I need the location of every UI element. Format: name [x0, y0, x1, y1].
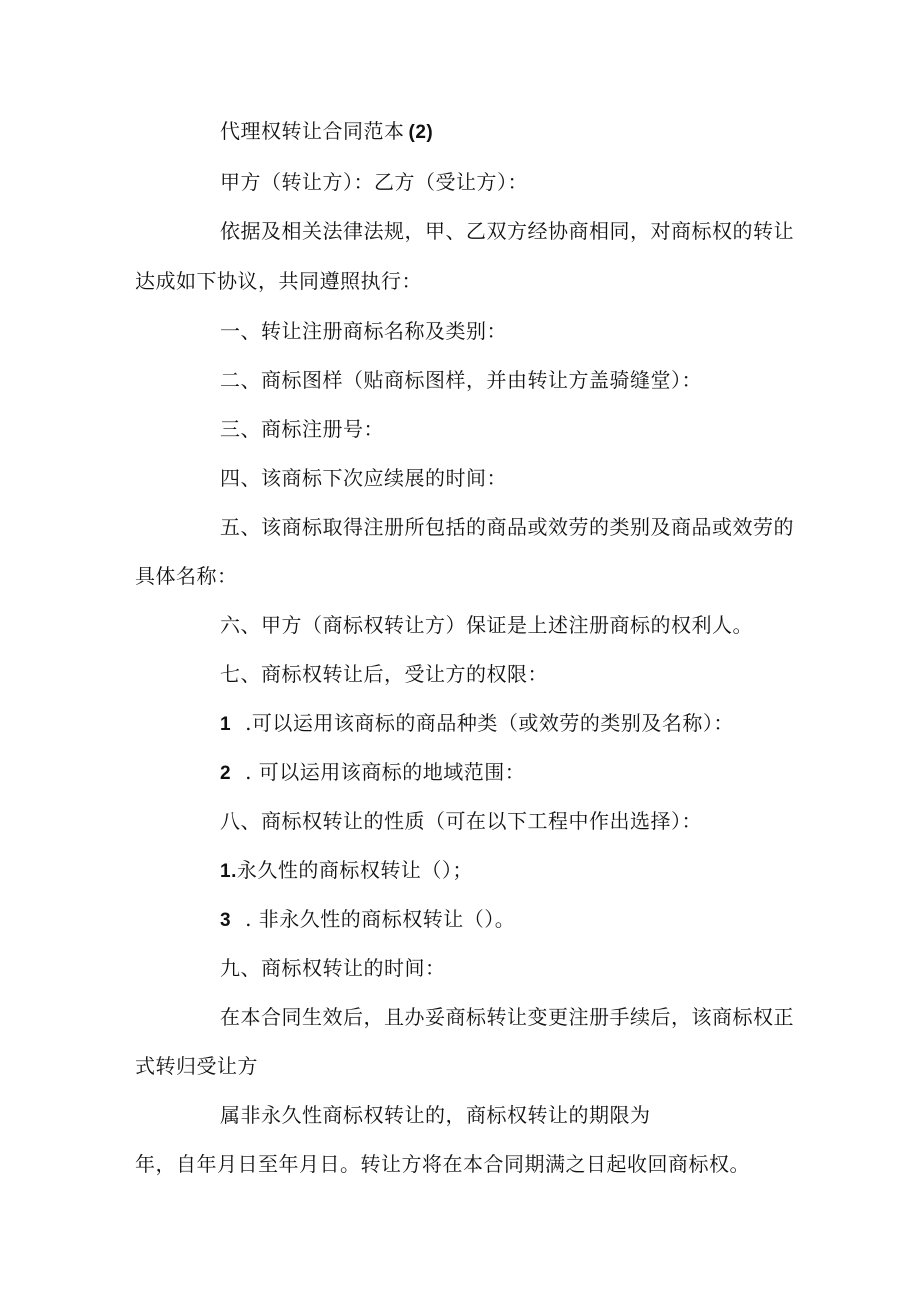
- clause-5-line-1: 五、该商标取得注册所包括的商品或效劳的类别及商品或效劳的: [220, 515, 794, 539]
- clause-9-para-1-line-2: 式转归受让方: [135, 1054, 258, 1078]
- preamble-line-2: 达成如下协议，共同遵照执行：: [135, 269, 422, 293]
- item-text: .可以运用该商标的商品种类（或效劳的类别及名称）：: [245, 711, 734, 735]
- document-title: [220, 119, 433, 145]
- clause-9-para-1-line-1: 在本合同生效后，且办妥商标转让变更注册手续后，该商标权正: [220, 1005, 794, 1029]
- item-text: . 可以运用该商标的地域范围：: [245, 760, 526, 784]
- clause-8-item-3: [220, 907, 515, 933]
- clause-6: 六、甲方（商标权转让方）保证是上述注册商标的权利人。: [220, 613, 753, 637]
- clause-9: 九、商标权转让的时间：: [220, 956, 446, 980]
- clause-3: 三、商标注册号：: [220, 417, 384, 441]
- item-text: . 非永久性的商标权转让（）。: [245, 907, 516, 931]
- title-text: 代理权转让合同范本: [220, 119, 405, 143]
- clause-2: 二、商标图样（贴商标图样，并由转让方盖骑缝堂）：: [220, 368, 702, 392]
- item-number: 2: [220, 763, 232, 784]
- parties-line: 甲方（转让方）：乙方（受让方）：: [220, 170, 528, 194]
- title-suffix: (2): [408, 122, 434, 143]
- item-text: 永久性的商标权转让（）；: [236, 858, 473, 882]
- clause-7-item-2: [220, 760, 525, 786]
- item-number: 1.: [220, 861, 237, 882]
- clause-9-para-2-line-1: 属非永久性商标权转让的，商标权转让的期限为: [220, 1103, 651, 1127]
- clause-7: 七、商标权转让后，受让方的权限：: [220, 662, 548, 686]
- clause-9-para-2-line-2: 年，自年月日至年月日。转让方将在本合同期满之日起收回商标权。: [135, 1152, 750, 1176]
- preamble-line-1: 依据及相关法律法规，甲、乙双方经协商相同，对商标权的转让: [220, 219, 794, 243]
- clause-4: 四、该商标下次应续展的时间：: [220, 466, 507, 490]
- item-number: 1: [220, 714, 232, 735]
- clause-7-item-1: [220, 711, 734, 737]
- clause-1: 一、转让注册商标名称及类别：: [220, 319, 507, 343]
- item-number: 3: [220, 910, 232, 931]
- clause-8: 八、商标权转让的性质（可在以下工程中作出选择）：: [220, 809, 702, 833]
- clause-8-item-1: [220, 858, 473, 884]
- clause-5-line-2: 具体名称：: [135, 564, 238, 588]
